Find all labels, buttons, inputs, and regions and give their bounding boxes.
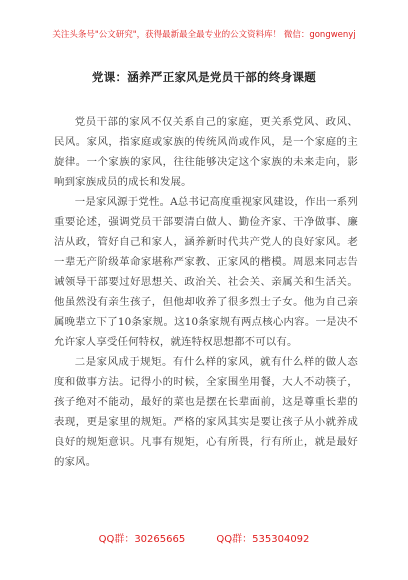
- footer-qq-group-1: QQ群：30265665: [98, 534, 186, 545]
- document-title: 党课：涵养严正家风是党员干部的终身课题: [91, 70, 317, 84]
- paragraph-party-spirit: 一是家风源于党性。A总书记高度重视家风建设，作出一系列重要论述，强调党员干部要清白做人、勤俭齐家、干净做事、廉洁从政，管好自己和家人，涵养新时代共产党人的良好家风。老一辈无产阶级革命家堪称严家教、正家风的楷模。周恩来同志告诫领导干部要过好思想关、政治关、社会关、亲属关和生活关。他虽然没有亲生孩子，但他却收养了很多烈士子女。他为自己亲属晚辈立下了10条家规。这10条家规有两点核心内容。一是决不允许家人享受任何特权，就连特权思想都不可以有。: [54, 196, 358, 348]
- paragraph-intro: 党员干部的家风不仅关系自己的家庭，更关系党风、政风、民风。家风，指家庭或家族的传统风尚或作风，是一个家庭的主旋律。一个家族的家风，往往能够决定这个家族的未来走向，影响到家族成员的成长和发展。: [54, 116, 358, 188]
- paragraph-rules: 二是家风成于规矩。有什么样的家风，就有什么样的做人态度和做事方法。记得小的时候，全家围坐用餐，大人不动筷子，孩子绝对不能动，最好的菜也是摆在长辈面前，这是尊重长辈的表现，更是家里的规矩。严格的家风其实是要让孩子从小就养成良好的规矩意识。凡事有规矩，心有所畏，行有所止，就是最好的家风。: [54, 356, 358, 468]
- header-notice: 关注头条号"公文研究"，获得最新最全最专业的公文资料库！ 微信：gongwenyj: [52, 30, 356, 40]
- document-body: [54, 112, 358, 472]
- footer-contacts: [0, 530, 408, 545]
- footer-qq-group-2: QQ群：535304092: [216, 534, 310, 545]
